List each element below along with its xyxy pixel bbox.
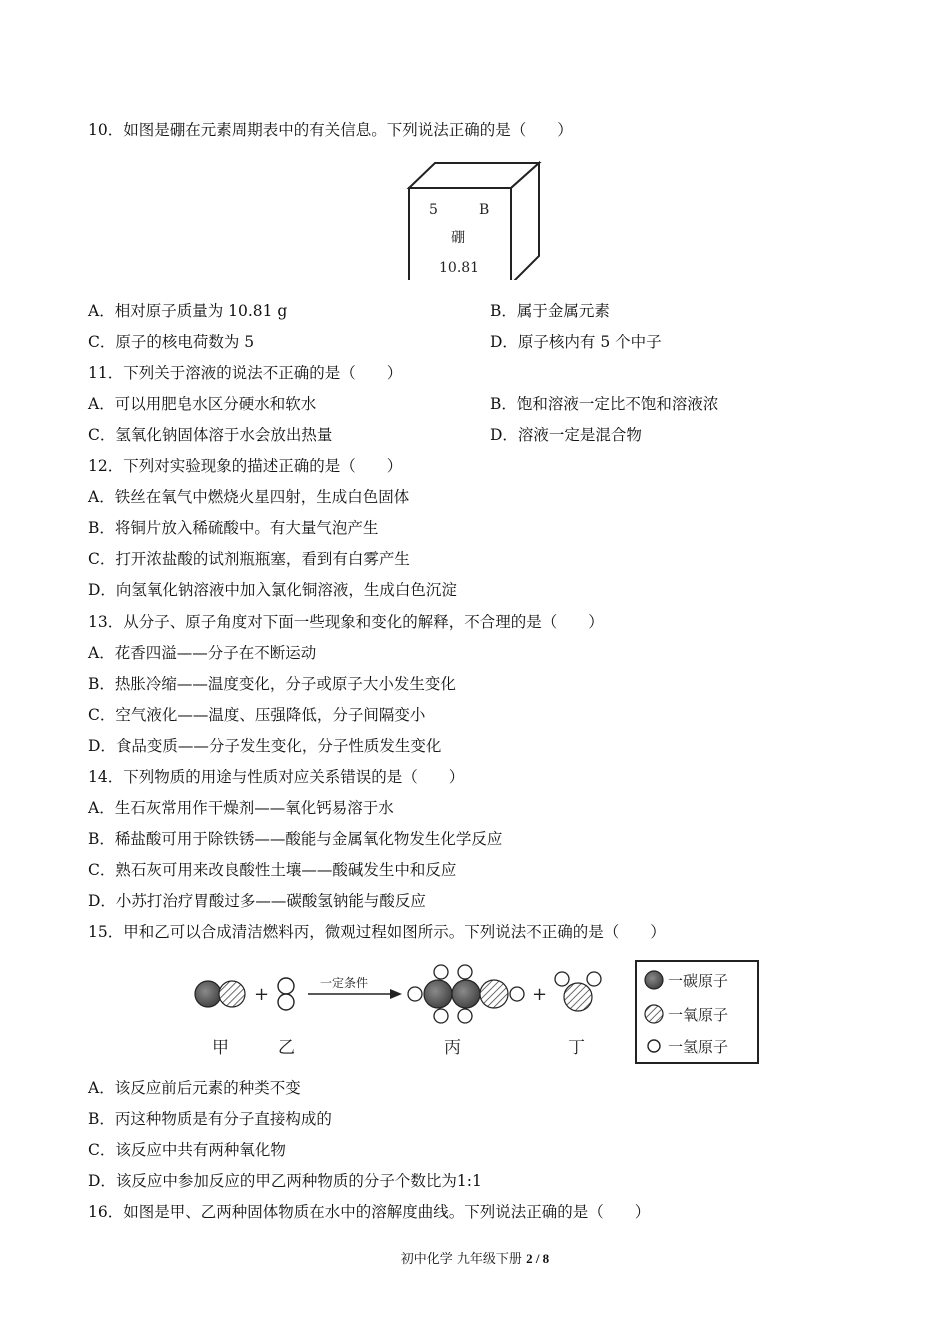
legend-hydrogen: 一氢原子	[668, 1038, 729, 1056]
q11-stem: 11．下列关于溶液的说法不正确的是（ ）	[88, 364, 403, 382]
molecule-ding	[555, 972, 601, 1011]
page-number: 2 / 8	[526, 1251, 550, 1266]
q10-stem: 10．如图是硼在元素周期表中的有关信息。下列说法正确的是（ ）	[88, 121, 573, 139]
label-yi: 乙	[278, 1038, 295, 1058]
q13-option-b: B．热胀冷缩——温度变化，分子或原子大小发生变化	[88, 675, 456, 693]
molecule-yi	[278, 978, 294, 1010]
plus-sign-2: +	[532, 984, 548, 1005]
molecule-jia	[195, 981, 245, 1007]
legend-carbon: 一碳原子	[668, 972, 729, 990]
boron-element-cube	[405, 160, 545, 280]
q15-option-b: B．丙这种物质是有分子直接构成的	[88, 1110, 332, 1128]
q11-option-c: C．氢氧化钠固体溶于水会放出热量	[88, 426, 333, 444]
atomic-mass: 10.81	[439, 260, 480, 276]
footer-subject: 初中化学 九年级下册	[400, 1252, 527, 1267]
q10-option-a: A．相对原子质量为 10.81 g	[88, 302, 288, 320]
q14-option-d: D．小苏打治疗胃酸过多——碳酸氢钠能与酸反应	[88, 892, 426, 910]
atomic-number: 5	[429, 202, 438, 218]
q12-stem: 12．下列对实验现象的描述正确的是（ ）	[88, 457, 403, 475]
q16-stem: 16．如图是甲、乙两种固体物质在水中的溶解度曲线。下列说法正确的是（ ）	[88, 1203, 651, 1221]
q12-option-a: A．铁丝在氧气中燃烧火星四射，生成白色固体	[88, 488, 410, 506]
element-name: 硼	[451, 230, 465, 246]
q11-option-a: A．可以用肥皂水区分硬水和软水	[88, 395, 317, 413]
legend-oxygen: 一氧原子	[668, 1006, 729, 1024]
q12-option-d: D．向氢氧化钠溶液中加入氯化铜溶液，生成白色沉淀	[88, 581, 457, 599]
label-ding: 丁	[568, 1038, 585, 1058]
label-bing: 丙	[444, 1038, 461, 1058]
q11-option-d: D．溶液一定是混合物	[490, 426, 642, 444]
q10-option-b: B．属于金属元素	[490, 302, 610, 320]
q13-option-d: D．食品变质——分子发生变化，分子性质发生变化	[88, 737, 442, 755]
q14-option-a: A．生石灰常用作干燥剂——氧化钙易溶于水	[88, 799, 394, 817]
molecule-bing	[408, 965, 524, 1023]
q15-option-c: C．该反应中共有两种氧化物	[88, 1141, 286, 1159]
q15-option-d: D．该反应中参加反应的甲乙两种物质的分子个数比为1:1	[88, 1172, 482, 1190]
legend	[636, 961, 758, 1063]
label-jia: 甲	[212, 1038, 229, 1058]
q12-option-c: C．打开浓盐酸的试剂瓶瓶塞，看到有白雾产生	[88, 550, 410, 568]
q14-option-c: C．熟石灰可用来改良酸性土壤——酸碱发生中和反应	[88, 861, 457, 879]
q11-option-b: B．饱和溶液一定比不饱和溶液浓	[490, 395, 719, 413]
q14-stem: 14．下列物质的用途与性质对应关系错误的是（ ）	[88, 768, 465, 786]
q15-option-a: A．该反应前后元素的种类不变	[88, 1079, 301, 1097]
reaction-condition: 一定条件	[320, 976, 369, 990]
q13-option-c: C．空气液化——温度、压强降低，分子间隔变小	[88, 706, 426, 724]
q15-stem: 15．甲和乙可以合成清洁燃料丙，微观过程如图所示。下列说法不正确的是（ ）	[88, 923, 666, 941]
q14-option-b: B．稀盐酸可用于除铁锈——酸能与金属氧化物发生化学反应	[88, 830, 503, 848]
reaction-diagram	[190, 957, 760, 1067]
q12-option-b: B．将铜片放入稀硫酸中。有大量气泡产生	[88, 519, 379, 537]
q13-stem: 13．从分子、原子角度对下面一些现象和变化的解释，不合理的是（ ）	[88, 613, 604, 631]
q10-option-c: C．原子的核电荷数为 5	[88, 333, 255, 351]
plus-sign-1: +	[254, 984, 270, 1005]
q13-option-a: A．花香四溢——分子在不断运动	[88, 644, 317, 662]
q10-option-d: D．原子核内有 5 个中子	[490, 333, 662, 351]
page-footer	[0, 1248, 950, 1267]
element-symbol: B	[479, 202, 490, 218]
